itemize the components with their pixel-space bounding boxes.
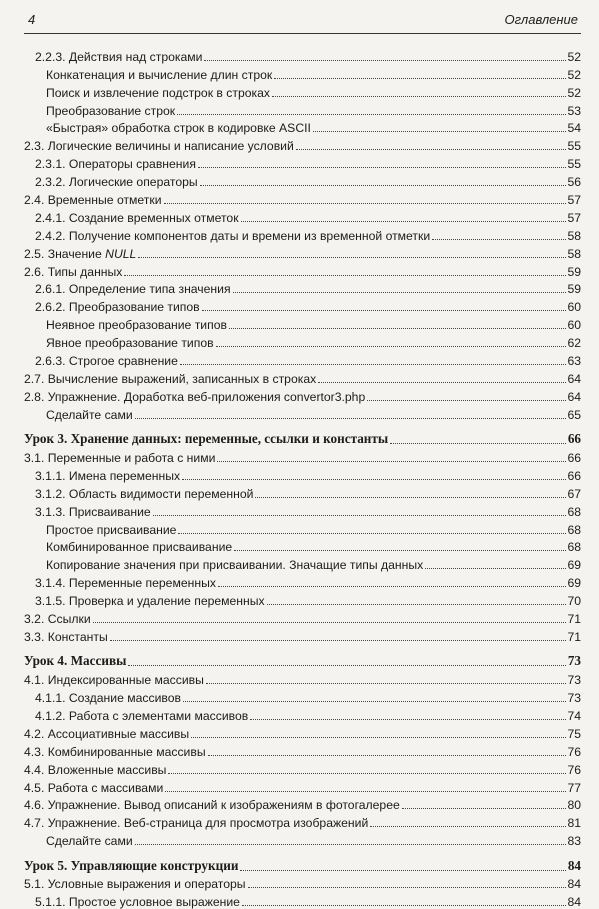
toc-entry[interactable] (24, 465, 581, 483)
toc-entry-title: Урок 3. Хранение данных: переменные, ссылки и константы (24, 431, 389, 447)
dot-leader (206, 683, 566, 684)
dot-leader (183, 701, 566, 702)
toc-entry-title: 2.3. Логические величины и написание условий (24, 139, 294, 154)
toc-entry[interactable] (24, 626, 581, 644)
toc-entry[interactable] (24, 153, 581, 171)
dot-leader (153, 515, 566, 516)
toc-entry-title: 3.1. Переменные и работа с ними (24, 450, 216, 465)
dot-leader (177, 114, 566, 115)
toc-entry-title: Неявное преобразование типов (46, 318, 227, 333)
toc-page-number: 66 (567, 450, 581, 465)
dot-leader (233, 292, 566, 293)
dot-leader (318, 382, 566, 383)
toc-entry[interactable] (24, 759, 581, 777)
toc-page-number: 77 (567, 780, 581, 795)
toc-page-number: 76 (567, 762, 581, 777)
dot-leader (240, 870, 566, 871)
toc-page-number: 53 (567, 103, 581, 118)
toc-page-number: 73 (567, 673, 581, 688)
toc-page-number: 71 (567, 612, 581, 626)
running-header-title: Оглавление (504, 12, 578, 27)
toc-page-number: 55 (567, 139, 581, 154)
toc-page-number: 64 (567, 371, 581, 386)
toc-entry[interactable] (24, 118, 581, 136)
toc-entry[interactable] (24, 261, 581, 279)
toc-entry[interactable] (24, 350, 581, 368)
dot-leader (402, 808, 566, 809)
dot-leader (180, 364, 566, 365)
toc-entry-title: 2.6. Типы данных (24, 264, 123, 279)
toc-page-number: 60 (567, 318, 581, 333)
toc-entry-title: 5.1.1. Простое условное выражение (35, 895, 240, 909)
dot-leader (138, 257, 566, 258)
toc-page-number: 76 (567, 744, 581, 759)
toc-entry[interactable] (24, 243, 581, 261)
toc-entry-title: 3.1.5. Проверка и удаление переменных (35, 594, 265, 609)
toc-chapter-entry[interactable] (24, 856, 581, 874)
toc-page-number: 84 (567, 895, 581, 909)
dot-leader (93, 622, 566, 623)
toc-entry-title: 3.1.3. Присваивание (35, 504, 151, 519)
dot-leader (250, 719, 566, 720)
toc-page-number: 63 (567, 354, 581, 369)
toc-entry-title: 2.5. Значение NULL (24, 246, 137, 261)
toc-page-number: 57 (567, 193, 581, 208)
toc-entry[interactable] (24, 314, 581, 332)
toc-entry[interactable] (24, 447, 581, 465)
toc-entry[interactable] (24, 483, 581, 501)
toc-entry[interactable] (24, 795, 581, 813)
toc-entry-title: 4.3. Комбинированные массивы (24, 744, 206, 759)
dot-leader (182, 479, 566, 480)
toc-page-number: 84 (567, 857, 581, 873)
dot-leader (313, 131, 566, 132)
toc-entry[interactable] (24, 608, 581, 626)
dot-leader (218, 586, 566, 587)
toc-page-number: 71 (567, 629, 581, 644)
toc-page-number: 54 (567, 121, 581, 136)
dot-leader (248, 887, 566, 888)
toc-chapter-entry[interactable] (24, 429, 581, 447)
toc-entry[interactable] (24, 590, 581, 608)
toc-entry[interactable] (24, 404, 581, 422)
toc-entry-title: 4.7. Упражнение. Веб-страница для просмотра изображений (24, 816, 369, 831)
table-of-contents (24, 46, 581, 909)
toc-entry-title: 4.5. Работа с массивами (24, 780, 164, 795)
toc-entry-title: 3.1.1. Имена переменных (35, 468, 181, 483)
toc-page-number: 81 (567, 816, 581, 831)
toc-page-number: 68 (567, 504, 581, 519)
toc-entry[interactable] (24, 537, 581, 555)
dot-leader (165, 791, 566, 792)
toc-entry-title: 4.6. Упражнение. Вывод описаний к изображениям в фотогалерее (24, 798, 400, 813)
toc-page-number: 67 (567, 486, 581, 501)
toc-entry-title: Простое присваивание (46, 522, 177, 537)
toc-page-number: 57 (567, 210, 581, 225)
toc-entry-title: 2.2.3. Действия над строками (35, 49, 203, 64)
toc-entry[interactable] (24, 296, 581, 314)
toc-entry[interactable] (24, 723, 581, 741)
dot-leader (255, 497, 566, 498)
toc-entry-title: Сделайте сами (46, 834, 133, 849)
toc-page-number: 62 (567, 336, 581, 351)
dot-leader (370, 826, 566, 827)
toc-entry[interactable] (24, 46, 581, 64)
toc-entry[interactable] (24, 82, 581, 100)
toc-entry[interactable] (24, 741, 581, 759)
toc-entry[interactable] (24, 501, 581, 519)
dot-leader (135, 418, 566, 419)
toc-page-number: 74 (567, 708, 581, 723)
toc-entry-title: Сделайте сами (46, 407, 133, 422)
toc-entry-title: Урок 4. Массивы (24, 653, 127, 669)
toc-entry[interactable] (24, 368, 581, 386)
toc-entry-title: 2.3.1. Операторы сравнения (35, 157, 196, 172)
toc-entry-title: 2.3.2. Логические операторы (35, 175, 198, 190)
toc-entry-title: Преобразование строк (46, 103, 176, 118)
toc-entry-title: 4.2. Ассоциативные массивы (24, 726, 190, 741)
toc-entry[interactable] (24, 687, 581, 705)
toc-entry[interactable] (24, 777, 581, 795)
header-rule (24, 33, 581, 34)
dot-leader (204, 60, 566, 61)
dot-leader (191, 737, 566, 738)
toc-page-number: 70 (567, 594, 581, 609)
toc-entry[interactable] (24, 171, 581, 189)
toc-entry[interactable] (24, 64, 581, 82)
toc-entry-title: Конкатенация и вычисление длин строк (46, 67, 273, 82)
toc-page-number: 73 (567, 691, 581, 706)
toc-entry-title: 3.3. Константы (24, 629, 108, 644)
toc-entry[interactable] (24, 519, 581, 537)
toc-entry[interactable] (24, 386, 581, 404)
toc-entry-title: Поиск и извлечение подстрок в строках (46, 85, 270, 100)
dot-leader (241, 221, 566, 222)
toc-page-number: 83 (567, 834, 581, 849)
section-gap (24, 422, 581, 430)
toc-entry-title: 4.1.2. Работа с элементами массивов (35, 708, 249, 723)
toc-page-number: 59 (567, 282, 581, 297)
toc-page-number: 68 (567, 540, 581, 555)
toc-page-number: 69 (567, 558, 581, 573)
toc-page-number: 73 (567, 653, 581, 669)
toc-page-number: 66 (567, 468, 581, 483)
toc-page-number: 58 (567, 246, 581, 261)
toc-entry[interactable] (24, 332, 581, 350)
toc-entry[interactable] (24, 225, 581, 243)
toc-page-number: 60 (567, 300, 581, 315)
dot-leader (217, 461, 566, 462)
toc-page-number: 56 (567, 175, 581, 190)
toc-page-number: 66 (567, 431, 581, 447)
toc-page-number: 52 (567, 49, 581, 64)
toc-entry-title: 2.4.2. Получение компонентов даты и времени из временной отметки (35, 228, 431, 243)
dot-leader (229, 328, 566, 329)
toc-page-number: 59 (567, 264, 581, 279)
toc-entry-title: 3.2. Ссылки (24, 612, 91, 626)
dot-leader (272, 96, 566, 97)
toc-entry[interactable] (24, 830, 581, 848)
toc-entry-title: 4.4. Вложенные массивы (24, 762, 167, 777)
dot-leader (200, 185, 566, 186)
toc-page-number: 75 (567, 726, 581, 741)
toc-page-number: 80 (567, 798, 581, 813)
toc-entry-title: 4.1. Индексированные массивы (24, 673, 204, 688)
dot-leader (128, 665, 566, 666)
toc-page-number: 69 (567, 576, 581, 591)
dot-leader (390, 443, 566, 444)
dot-leader (135, 844, 566, 845)
toc-page-number: 55 (567, 157, 581, 172)
toc-entry-title: «Быстрая» обработка строк в кодировке ASCII (46, 121, 311, 136)
toc-entry-title: 3.1.2. Область видимости переменной (35, 486, 254, 501)
dot-leader (124, 275, 566, 276)
toc-entry[interactable] (24, 572, 581, 590)
toc-entry[interactable] (24, 669, 581, 687)
toc-entry[interactable] (24, 135, 581, 153)
dot-leader (274, 78, 566, 79)
dot-leader (110, 640, 566, 641)
dot-leader (296, 149, 566, 150)
toc-entry-title: 4.1.1. Создание массивов (35, 691, 181, 706)
section-gap (24, 848, 581, 856)
toc-entry-title: 2.8. Упражнение. Доработка веб-приложения convertor3.php (24, 389, 366, 404)
toc-entry-title: 2.6.2. Преобразование типов (35, 300, 200, 315)
dot-leader (208, 755, 566, 756)
dot-leader (198, 167, 566, 168)
toc-page-number: 84 (567, 877, 581, 892)
toc-entry[interactable] (24, 207, 581, 225)
dot-leader (425, 568, 566, 569)
toc-entry-title: 2.6.3. Строгое сравнение (35, 354, 178, 369)
toc-entry-title: 3.1.4. Переменные переменных (35, 576, 216, 591)
toc-entry-title: 2.4.1. Создание временных отметок (35, 210, 239, 225)
toc-entry[interactable] (24, 891, 581, 909)
toc-entry[interactable] (24, 874, 581, 892)
toc-entry-title: 5.1. Условные выражения и операторы (24, 877, 246, 892)
dot-leader (164, 203, 566, 204)
toc-entry-title: 2.7. Вычисление выражений, записанных в строках (24, 371, 317, 386)
toc-page-number: 52 (567, 85, 581, 100)
dot-leader (367, 400, 566, 401)
toc-entry[interactable] (24, 812, 581, 830)
section-gap (24, 644, 581, 652)
toc-entry-title: 2.4. Временные отметки (24, 193, 162, 208)
toc-page-number: 65 (567, 407, 581, 422)
dot-leader (178, 533, 566, 534)
toc-entry[interactable] (24, 100, 581, 118)
toc-entry-title: Явное преобразование типов (46, 336, 214, 351)
toc-entry[interactable] (24, 705, 581, 723)
toc-entry-title: 2.6.1. Определение типа значения (35, 282, 231, 297)
toc-page-number: 52 (567, 67, 581, 82)
toc-entry-title: Комбинированное присваивание (46, 540, 233, 555)
toc-entry-title: Урок 5. Управляющие конструкции (24, 857, 239, 873)
page-number: 4 (28, 12, 36, 27)
dot-leader (234, 550, 566, 551)
toc-chapter-entry[interactable] (24, 651, 581, 669)
dot-leader (267, 604, 566, 605)
toc-page-number: 68 (567, 522, 581, 537)
toc-entry[interactable] (24, 279, 581, 297)
dot-leader (216, 346, 566, 347)
toc-entry[interactable] (24, 189, 581, 207)
dot-leader (432, 239, 566, 240)
toc-entry[interactable] (24, 554, 581, 572)
dot-leader (202, 310, 566, 311)
toc-page-number: 64 (567, 389, 581, 404)
dot-leader (242, 905, 566, 906)
toc-entry-title: Копирование значения при присваивании. Значащие типы данных (46, 558, 424, 573)
dot-leader (168, 773, 566, 774)
toc-page-number: 58 (567, 228, 581, 243)
